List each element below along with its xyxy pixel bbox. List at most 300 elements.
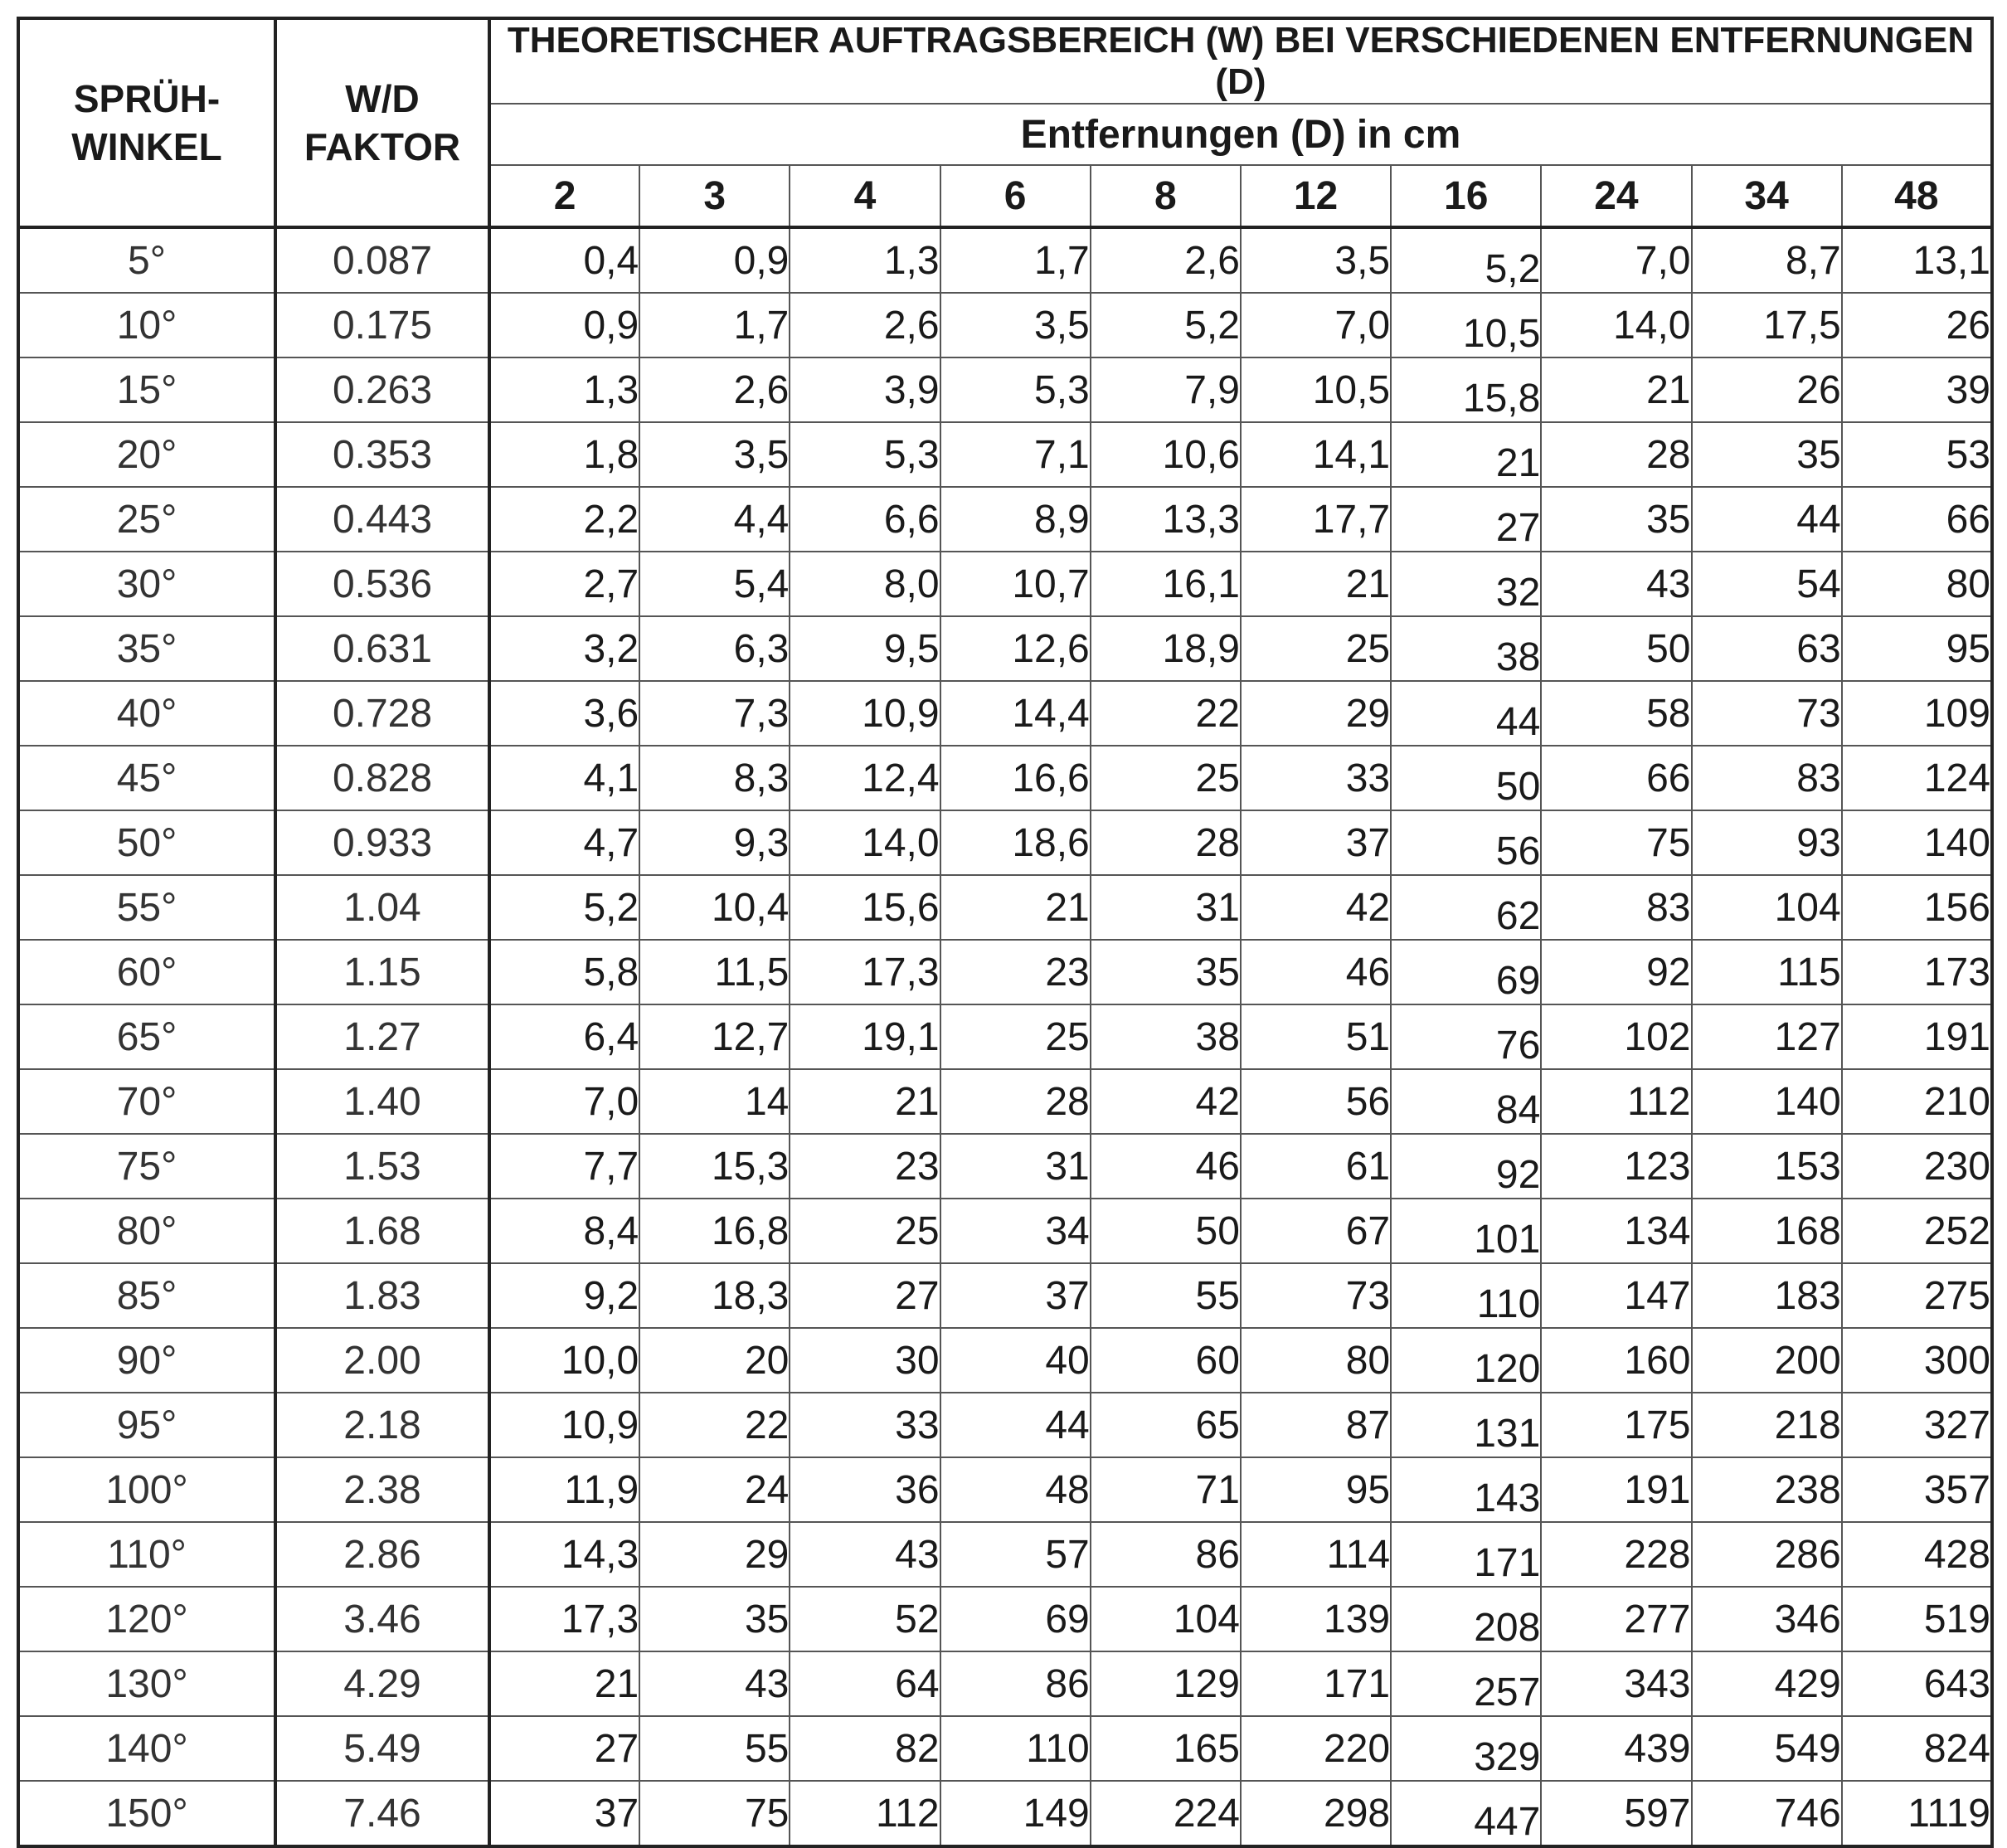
coverage-value-cell: 17,7 <box>1241 487 1391 552</box>
coverage-value-cell: 218 <box>1692 1393 1842 1457</box>
coverage-value-cell: 27 <box>1391 487 1541 552</box>
coverage-value-cell: 50 <box>1091 1199 1241 1263</box>
coverage-value-cell: 20 <box>639 1328 790 1393</box>
table-row <box>18 227 1992 293</box>
coverage-value-cell: 5,3 <box>790 422 940 487</box>
coverage-value-cell: 10,0 <box>489 1328 639 1393</box>
distance-header-cell: 48 <box>1842 165 1992 227</box>
coverage-value-cell: 102 <box>1541 1004 1691 1069</box>
coverage-value-cell: 67 <box>1241 1199 1391 1263</box>
coverage-value-cell: 82 <box>790 1716 940 1781</box>
coverage-value-cell: 76 <box>1391 1004 1541 1069</box>
coverage-value-cell: 10,5 <box>1241 357 1391 422</box>
coverage-value-cell: 2,7 <box>489 552 639 616</box>
wd-factor-cell: 0.263 <box>275 357 489 422</box>
spray-angle-cell: 80° <box>18 1199 275 1263</box>
coverage-value-cell: 36 <box>790 1457 940 1522</box>
coverage-value-cell: 110 <box>940 1716 1091 1781</box>
coverage-value-cell: 5,2 <box>1091 293 1241 357</box>
coverage-value-cell: 13,3 <box>1091 487 1241 552</box>
coverage-value-cell: 140 <box>1692 1069 1842 1134</box>
coverage-value-cell: 60 <box>1091 1328 1241 1393</box>
table-row <box>18 1457 1992 1522</box>
coverage-value-cell: 18,6 <box>940 810 1091 875</box>
coverage-value-cell: 3,5 <box>940 293 1091 357</box>
coverage-value-cell: 0,9 <box>639 227 790 293</box>
coverage-value-cell: 2,6 <box>639 357 790 422</box>
coverage-value-cell: 12,6 <box>940 616 1091 681</box>
coverage-value-cell: 131 <box>1391 1393 1541 1457</box>
coverage-value-cell: 238 <box>1692 1457 1842 1522</box>
table-row <box>18 1587 1992 1651</box>
wd-factor-cell: 0.353 <box>275 422 489 487</box>
coverage-value-cell: 643 <box>1842 1651 1992 1716</box>
coverage-value-cell: 5,2 <box>489 875 639 940</box>
coverage-value-cell: 35 <box>1692 422 1842 487</box>
coverage-value-cell: 8,7 <box>1692 227 1842 293</box>
distance-header-cell: 34 <box>1692 165 1842 227</box>
coverage-value-cell: 16,1 <box>1091 552 1241 616</box>
spray-coverage-table <box>17 17 1994 1848</box>
coverage-value-cell: 93 <box>1692 810 1842 875</box>
coverage-value-cell: 109 <box>1842 681 1992 746</box>
coverage-value-cell: 7,1 <box>940 422 1091 487</box>
coverage-value-cell: 64 <box>790 1651 940 1716</box>
coverage-value-cell: 38 <box>1091 1004 1241 1069</box>
coverage-value-cell: 44 <box>1692 487 1842 552</box>
coverage-value-cell: 134 <box>1541 1199 1691 1263</box>
wd-factor-cell: 1.53 <box>275 1134 489 1199</box>
coverage-value-cell: 14 <box>639 1069 790 1134</box>
table-row <box>18 1651 1992 1716</box>
distance-header-cell: 24 <box>1541 165 1691 227</box>
spray-angle-cell: 130° <box>18 1651 275 1716</box>
table-row <box>18 1199 1992 1263</box>
coverage-value-cell: 230 <box>1842 1134 1992 1199</box>
coverage-value-cell: 140 <box>1842 810 1992 875</box>
distance-header-cell: 8 <box>1091 165 1241 227</box>
coverage-value-cell: 357 <box>1842 1457 1992 1522</box>
table-row <box>18 1069 1992 1134</box>
spray-angle-cell: 150° <box>18 1781 275 1846</box>
coverage-value-cell: 5,8 <box>489 940 639 1004</box>
coverage-value-cell: 3,5 <box>639 422 790 487</box>
table-row <box>18 681 1992 746</box>
coverage-value-cell: 8,9 <box>940 487 1091 552</box>
coverage-value-cell: 31 <box>1091 875 1241 940</box>
coverage-value-cell: 200 <box>1692 1328 1842 1393</box>
coverage-value-cell: 115 <box>1692 940 1842 1004</box>
spray-angle-cell: 60° <box>18 940 275 1004</box>
wd-factor-cell: 2.38 <box>275 1457 489 1522</box>
coverage-value-cell: 101 <box>1391 1199 1541 1263</box>
coverage-value-cell: 69 <box>1391 940 1541 1004</box>
spray-angle-cell: 140° <box>18 1716 275 1781</box>
wd-factor-cell: 1.68 <box>275 1199 489 1263</box>
wd-factor-cell: 4.29 <box>275 1651 489 1716</box>
coverage-value-cell: 61 <box>1241 1134 1391 1199</box>
coverage-value-cell: 44 <box>940 1393 1091 1457</box>
coverage-value-cell: 110 <box>1391 1263 1541 1328</box>
spray-angle-cell: 30° <box>18 552 275 616</box>
coverage-value-cell: 62 <box>1391 875 1541 940</box>
distance-header-cell: 4 <box>790 165 940 227</box>
coverage-value-cell: 56 <box>1391 810 1541 875</box>
coverage-value-cell: 168 <box>1692 1199 1842 1263</box>
spray-angle-cell: 10° <box>18 293 275 357</box>
distance-header-cell: 16 <box>1391 165 1541 227</box>
coverage-value-cell: 29 <box>1241 681 1391 746</box>
wd-factor-cell: 0.728 <box>275 681 489 746</box>
coverage-value-cell: 21 <box>940 875 1091 940</box>
coverage-value-cell: 0,9 <box>489 293 639 357</box>
coverage-value-cell: 15,8 <box>1391 357 1541 422</box>
coverage-value-cell: 8,0 <box>790 552 940 616</box>
coverage-value-cell: 26 <box>1692 357 1842 422</box>
coverage-value-cell: 439 <box>1541 1716 1691 1781</box>
coverage-value-cell: 11,5 <box>639 940 790 1004</box>
spray-angle-cell: 20° <box>18 422 275 487</box>
coverage-value-cell: 153 <box>1692 1134 1842 1199</box>
header-spray-angle-line2: WINKEL <box>71 125 222 168</box>
coverage-value-cell: 37 <box>489 1781 639 1846</box>
coverage-value-cell: 4,1 <box>489 746 639 810</box>
coverage-value-cell: 71 <box>1091 1457 1241 1522</box>
coverage-value-cell: 14,0 <box>790 810 940 875</box>
coverage-value-cell: 3,2 <box>489 616 639 681</box>
wd-factor-cell: 0.087 <box>275 227 489 293</box>
coverage-value-cell: 57 <box>940 1522 1091 1587</box>
coverage-value-cell: 6,3 <box>639 616 790 681</box>
wd-factor-cell: 1.40 <box>275 1069 489 1134</box>
coverage-value-cell: 7,0 <box>1241 293 1391 357</box>
coverage-value-cell: 48 <box>940 1457 1091 1522</box>
wd-factor-cell: 0.443 <box>275 487 489 552</box>
wd-factor-cell: 2.00 <box>275 1328 489 1393</box>
coverage-value-cell: 80 <box>1241 1328 1391 1393</box>
coverage-value-cell: 35 <box>639 1587 790 1651</box>
coverage-value-cell: 23 <box>790 1134 940 1199</box>
coverage-value-cell: 58 <box>1541 681 1691 746</box>
wd-factor-cell: 0.175 <box>275 293 489 357</box>
coverage-value-cell: 183 <box>1692 1263 1842 1328</box>
coverage-value-cell: 104 <box>1091 1587 1241 1651</box>
coverage-value-cell: 519 <box>1842 1587 1992 1651</box>
spray-angle-cell: 45° <box>18 746 275 810</box>
wd-factor-cell: 5.49 <box>275 1716 489 1781</box>
coverage-value-cell: 75 <box>1541 810 1691 875</box>
coverage-value-cell: 4,7 <box>489 810 639 875</box>
coverage-value-cell: 286 <box>1692 1522 1842 1587</box>
coverage-value-cell: 9,3 <box>639 810 790 875</box>
wd-factor-cell: 1.04 <box>275 875 489 940</box>
coverage-value-cell: 87 <box>1241 1393 1391 1457</box>
coverage-value-cell: 55 <box>639 1716 790 1781</box>
coverage-value-cell: 112 <box>790 1781 940 1846</box>
coverage-value-cell: 1,3 <box>790 227 940 293</box>
spray-angle-cell: 25° <box>18 487 275 552</box>
table-row <box>18 422 1992 487</box>
coverage-value-cell: 7,7 <box>489 1134 639 1199</box>
coverage-value-cell: 17,3 <box>489 1587 639 1651</box>
coverage-value-cell: 21 <box>1241 552 1391 616</box>
coverage-value-cell: 38 <box>1391 616 1541 681</box>
spray-angle-cell: 120° <box>18 1587 275 1651</box>
coverage-value-cell: 40 <box>940 1328 1091 1393</box>
coverage-value-cell: 65 <box>1091 1393 1241 1457</box>
wd-factor-cell: 2.18 <box>275 1393 489 1457</box>
spray-angle-cell: 70° <box>18 1069 275 1134</box>
coverage-value-cell: 33 <box>790 1393 940 1457</box>
coverage-value-cell: 17,3 <box>790 940 940 1004</box>
wd-factor-cell: 0.536 <box>275 552 489 616</box>
coverage-value-cell: 329 <box>1391 1716 1541 1781</box>
distance-header-cell: 6 <box>940 165 1091 227</box>
coverage-value-cell: 224 <box>1091 1781 1241 1846</box>
coverage-value-cell: 86 <box>1091 1522 1241 1587</box>
coverage-value-cell: 824 <box>1842 1716 1992 1781</box>
coverage-value-cell: 7,0 <box>489 1069 639 1134</box>
coverage-value-cell: 63 <box>1692 616 1842 681</box>
spray-angle-cell: 35° <box>18 616 275 681</box>
coverage-value-cell: 22 <box>639 1393 790 1457</box>
coverage-value-cell: 9,2 <box>489 1263 639 1328</box>
coverage-value-cell: 52 <box>790 1587 940 1651</box>
coverage-value-cell: 597 <box>1541 1781 1691 1846</box>
coverage-value-cell: 18,9 <box>1091 616 1241 681</box>
coverage-value-cell: 4,4 <box>639 487 790 552</box>
header-wd-factor-line1: W/D <box>345 77 420 120</box>
coverage-value-cell: 28 <box>1091 810 1241 875</box>
coverage-value-cell: 25 <box>1241 616 1391 681</box>
header-spray-angle <box>18 18 275 227</box>
coverage-value-cell: 23 <box>940 940 1091 1004</box>
coverage-value-cell: 55 <box>1091 1263 1241 1328</box>
coverage-value-cell: 66 <box>1541 746 1691 810</box>
coverage-value-cell: 343 <box>1541 1651 1691 1716</box>
coverage-value-cell: 1119 <box>1842 1781 1992 1846</box>
coverage-value-cell: 95 <box>1241 1457 1391 1522</box>
coverage-value-cell: 43 <box>639 1651 790 1716</box>
wd-factor-cell: 3.46 <box>275 1587 489 1651</box>
coverage-value-cell: 24 <box>639 1457 790 1522</box>
coverage-value-cell: 208 <box>1391 1587 1541 1651</box>
coverage-value-cell: 6,4 <box>489 1004 639 1069</box>
coverage-value-cell: 39 <box>1842 357 1992 422</box>
coverage-value-cell: 28 <box>940 1069 1091 1134</box>
coverage-value-cell: 37 <box>940 1263 1091 1328</box>
coverage-value-cell: 21 <box>489 1651 639 1716</box>
coverage-value-cell: 22 <box>1091 681 1241 746</box>
wd-factor-cell: 0.828 <box>275 746 489 810</box>
coverage-value-cell: 21 <box>790 1069 940 1134</box>
table-row <box>18 1716 1992 1781</box>
coverage-value-cell: 25 <box>940 1004 1091 1069</box>
coverage-value-cell: 428 <box>1842 1522 1992 1587</box>
coverage-value-cell: 66 <box>1842 487 1992 552</box>
distance-header-cell: 2 <box>489 165 639 227</box>
table-row <box>18 1004 1992 1069</box>
distance-header-cell: 12 <box>1241 165 1391 227</box>
coverage-value-cell: 327 <box>1842 1393 1992 1457</box>
coverage-value-cell: 156 <box>1842 875 1992 940</box>
coverage-value-cell: 112 <box>1541 1069 1691 1134</box>
coverage-value-cell: 191 <box>1842 1004 1992 1069</box>
coverage-value-cell: 257 <box>1391 1651 1541 1716</box>
coverage-value-cell: 8,3 <box>639 746 790 810</box>
coverage-value-cell: 10,9 <box>790 681 940 746</box>
coverage-value-cell: 147 <box>1541 1263 1691 1328</box>
coverage-value-cell: 15,6 <box>790 875 940 940</box>
coverage-value-cell: 549 <box>1692 1716 1842 1781</box>
spray-angle-cell: 85° <box>18 1263 275 1328</box>
wd-factor-cell: 1.27 <box>275 1004 489 1069</box>
table-row <box>18 552 1992 616</box>
coverage-value-cell: 7,3 <box>639 681 790 746</box>
coverage-value-cell: 139 <box>1241 1587 1391 1651</box>
coverage-value-cell: 1,3 <box>489 357 639 422</box>
coverage-value-cell: 165 <box>1091 1716 1241 1781</box>
table-row <box>18 746 1992 810</box>
coverage-value-cell: 127 <box>1692 1004 1842 1069</box>
coverage-value-cell: 171 <box>1241 1651 1391 1716</box>
coverage-value-cell: 44 <box>1391 681 1541 746</box>
coverage-value-cell: 18,3 <box>639 1263 790 1328</box>
coverage-value-cell: 2,6 <box>790 293 940 357</box>
coverage-value-cell: 27 <box>790 1263 940 1328</box>
coverage-value-cell: 149 <box>940 1781 1091 1846</box>
coverage-value-cell: 5,4 <box>639 552 790 616</box>
coverage-value-cell: 17,5 <box>1692 293 1842 357</box>
table-row <box>18 1522 1992 1587</box>
coverage-value-cell: 51 <box>1241 1004 1391 1069</box>
coverage-value-cell: 86 <box>940 1651 1091 1716</box>
spray-angle-cell: 75° <box>18 1134 275 1199</box>
spray-angle-cell: 55° <box>18 875 275 940</box>
coverage-value-cell: 9,5 <box>790 616 940 681</box>
coverage-value-cell: 2,6 <box>1091 227 1241 293</box>
coverage-value-cell: 16,6 <box>940 746 1091 810</box>
spray-angle-cell: 50° <box>18 810 275 875</box>
table-row <box>18 1328 1992 1393</box>
coverage-value-cell: 12,7 <box>639 1004 790 1069</box>
coverage-value-cell: 160 <box>1541 1328 1691 1393</box>
coverage-value-cell: 5,2 <box>1391 227 1541 293</box>
coverage-value-cell: 26 <box>1842 293 1992 357</box>
table-row <box>18 1781 1992 1846</box>
coverage-value-cell: 42 <box>1241 875 1391 940</box>
coverage-value-cell: 300 <box>1842 1328 1992 1393</box>
spray-angle-cell: 65° <box>18 1004 275 1069</box>
coverage-value-cell: 8,4 <box>489 1199 639 1263</box>
wd-factor-cell: 1.83 <box>275 1263 489 1328</box>
spray-angle-cell: 95° <box>18 1393 275 1457</box>
coverage-value-cell: 25 <box>790 1199 940 1263</box>
coverage-value-cell: 1,8 <box>489 422 639 487</box>
coverage-value-cell: 30 <box>790 1328 940 1393</box>
coverage-value-cell: 14,3 <box>489 1522 639 1587</box>
coverage-value-cell: 104 <box>1692 875 1842 940</box>
coverage-value-cell: 5,3 <box>940 357 1091 422</box>
coverage-value-cell: 27 <box>489 1716 639 1781</box>
coverage-value-cell: 73 <box>1692 681 1842 746</box>
coverage-value-cell: 83 <box>1541 875 1691 940</box>
coverage-value-cell: 346 <box>1692 1587 1842 1651</box>
coverage-value-cell: 29 <box>639 1522 790 1587</box>
table-row <box>18 487 1992 552</box>
coverage-value-cell: 7,9 <box>1091 357 1241 422</box>
header-spray-angle-line1: SPRÜH- <box>73 77 221 120</box>
coverage-value-cell: 171 <box>1391 1522 1541 1587</box>
spray-angle-cell: 15° <box>18 357 275 422</box>
coverage-value-cell: 21 <box>1541 357 1691 422</box>
coverage-value-cell: 123 <box>1541 1134 1691 1199</box>
coverage-value-cell: 210 <box>1842 1069 1992 1134</box>
spray-angle-cell: 110° <box>18 1522 275 1587</box>
coverage-value-cell: 191 <box>1541 1457 1691 1522</box>
table-row <box>18 293 1992 357</box>
coverage-value-cell: 34 <box>940 1199 1091 1263</box>
coverage-value-cell: 56 <box>1241 1069 1391 1134</box>
coverage-value-cell: 53 <box>1842 422 1992 487</box>
coverage-value-cell: 298 <box>1241 1781 1391 1846</box>
coverage-value-cell: 429 <box>1692 1651 1842 1716</box>
wd-factor-cell: 1.15 <box>275 940 489 1004</box>
table-row <box>18 1393 1992 1457</box>
coverage-value-cell: 114 <box>1241 1522 1391 1587</box>
coverage-value-cell: 92 <box>1391 1134 1541 1199</box>
coverage-value-cell: 69 <box>940 1587 1091 1651</box>
coverage-value-cell: 746 <box>1692 1781 1842 1846</box>
coverage-value-cell: 46 <box>1241 940 1391 1004</box>
wd-factor-cell: 2.86 <box>275 1522 489 1587</box>
coverage-value-cell: 73 <box>1241 1263 1391 1328</box>
coverage-value-cell: 228 <box>1541 1522 1691 1587</box>
coverage-value-cell: 84 <box>1391 1069 1541 1134</box>
coverage-value-cell: 10,9 <box>489 1393 639 1457</box>
coverage-value-cell: 10,4 <box>639 875 790 940</box>
coverage-value-cell: 275 <box>1842 1263 1992 1328</box>
header-wd-factor-line2: FAKTOR <box>304 125 461 168</box>
table-row <box>18 940 1992 1004</box>
header-coverage-title: THEORETISCHER AUFTRAGSBEREICH (W) BEI VERSCHIEDENEN ENTFERNUNGEN (D) <box>489 18 1992 104</box>
coverage-value-cell: 83 <box>1692 746 1842 810</box>
coverage-value-cell: 447 <box>1391 1781 1541 1846</box>
coverage-value-cell: 3,9 <box>790 357 940 422</box>
wd-factor-cell: 0.631 <box>275 616 489 681</box>
coverage-value-cell: 43 <box>790 1522 940 1587</box>
coverage-value-cell: 14,1 <box>1241 422 1391 487</box>
coverage-value-cell: 75 <box>639 1781 790 1846</box>
coverage-value-cell: 32 <box>1391 552 1541 616</box>
coverage-value-cell: 50 <box>1541 616 1691 681</box>
coverage-value-cell: 35 <box>1091 940 1241 1004</box>
coverage-value-cell: 16,8 <box>639 1199 790 1263</box>
coverage-value-cell: 10,5 <box>1391 293 1541 357</box>
distance-header-cell: 3 <box>639 165 790 227</box>
coverage-value-cell: 124 <box>1842 746 1992 810</box>
coverage-value-cell: 33 <box>1241 746 1391 810</box>
spray-angle-cell: 5° <box>18 227 275 293</box>
coverage-value-cell: 80 <box>1842 552 1992 616</box>
coverage-value-cell: 3,5 <box>1241 227 1391 293</box>
coverage-value-cell: 173 <box>1842 940 1992 1004</box>
coverage-value-cell: 14,4 <box>940 681 1091 746</box>
coverage-value-cell: 252 <box>1842 1199 1992 1263</box>
coverage-value-cell: 14,0 <box>1541 293 1691 357</box>
coverage-value-cell: 31 <box>940 1134 1091 1199</box>
coverage-value-cell: 0,4 <box>489 227 639 293</box>
